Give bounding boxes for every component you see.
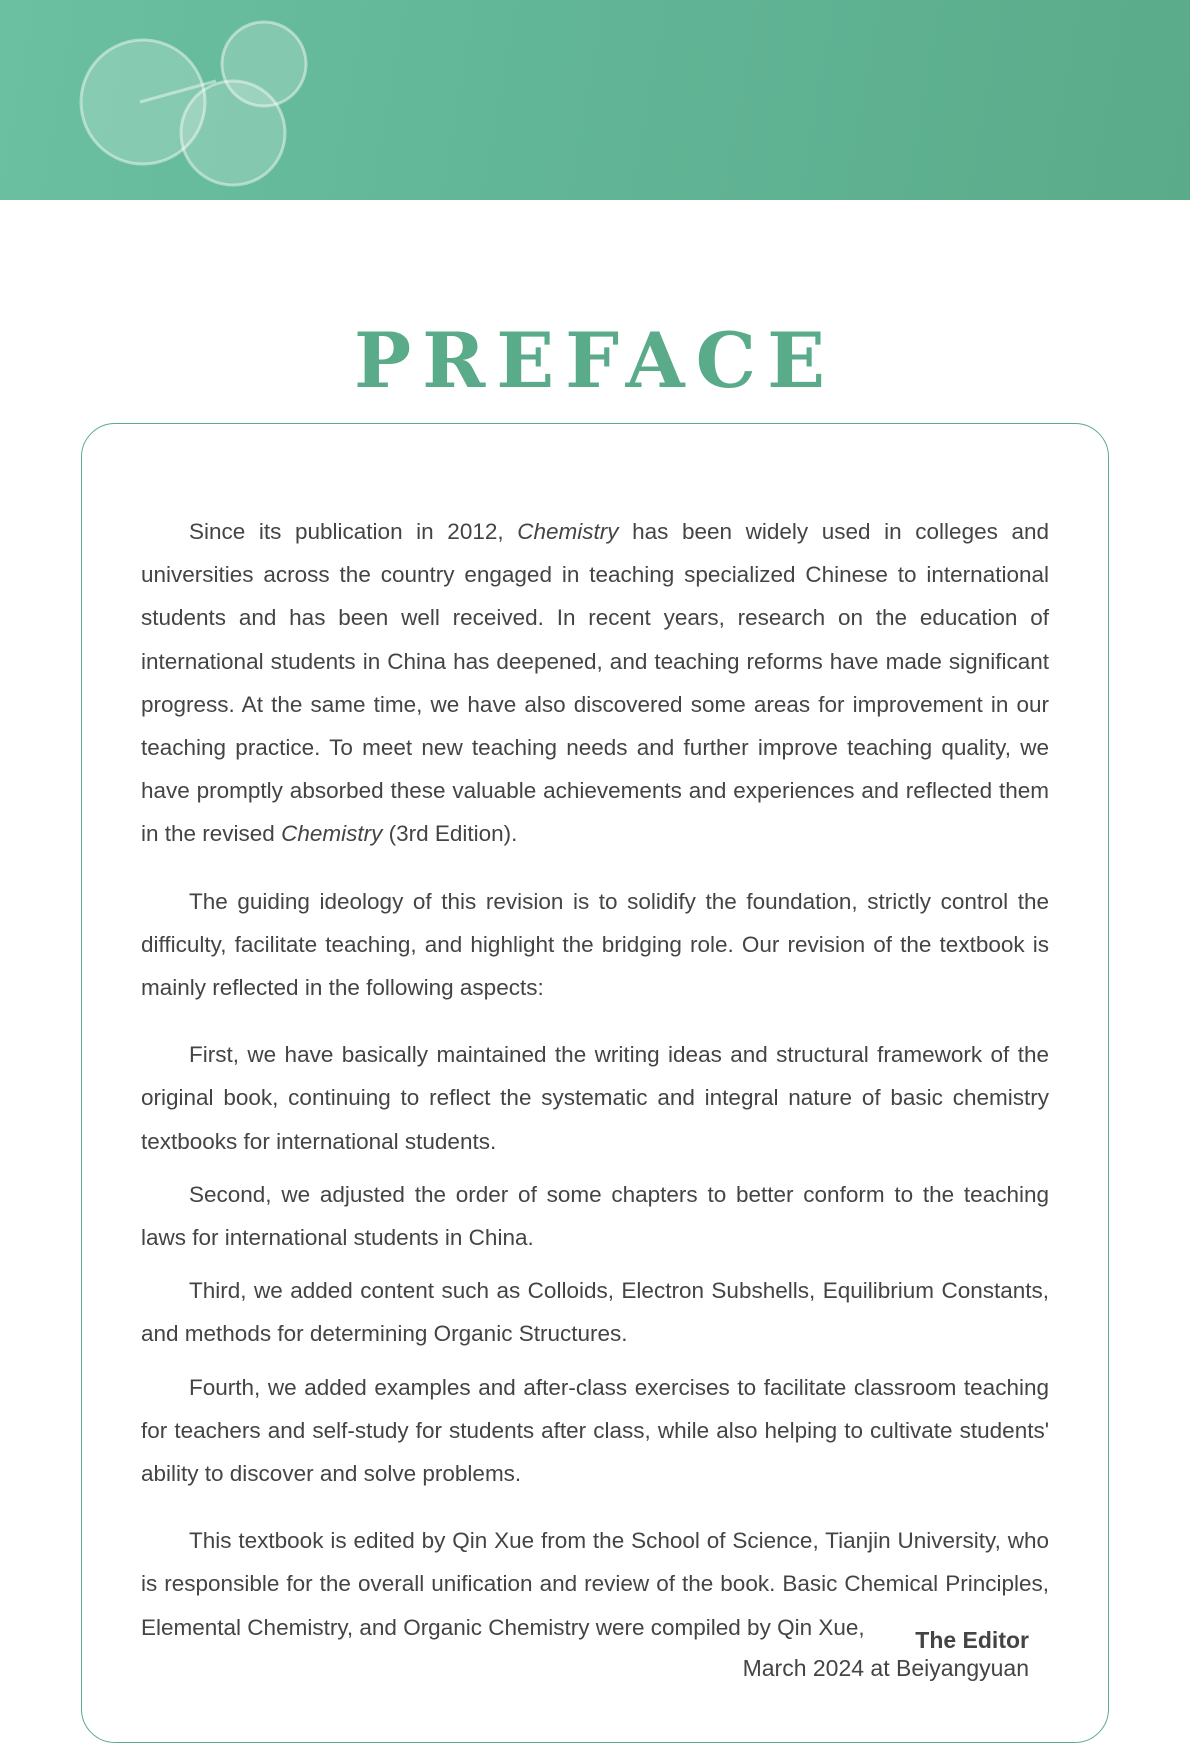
paragraph: Third, we added content such as Colloids, Electron Subshells, Equilibrium Constants, and methods for determining Organic Structures.: [141, 1278, 1049, 1347]
paragraph: Fourth, we added examples and after-class exercises to facilitate classroom teaching for teachers and self-study for students after class, while also helping to cultivate students' ability to discover and solve problems.: [141, 1374, 1049, 1487]
signature-name: The Editor: [915, 1627, 1029, 1653]
paragraph: The guiding ideology of this revision is to solidify the foundation, strictly control the difficulty, facilitate teaching, and highlight the bridging role. Our revision of the textbook is mainly reflected in the following aspects:: [141, 888, 1049, 1001]
page-title: PREFACE: [353, 315, 837, 405]
header-banner: [0, 0, 1190, 200]
paragraph: Second, we adjusted the order of some chapters to better conform to the teaching laws for international students in China.: [141, 1181, 1049, 1251]
paragraph: This textbook is edited by Qin Xue from the School of Science, Tianjin University, who is responsible for the overall unification and review of the book. Basic Chemical Principles, Elemental Chemistry, and Organic Chemistry were compiled by Qin Xue,: [141, 1528, 1049, 1640]
paragraph: Since its publication in 2012, Chemistry has been widely used in colleges and universities across the country engaged in teaching specialized Chinese to international students and has been well received. In recent years, research on the education of international students in China has deepened, and teaching reforms have made significant progress. At the same time, we have also discovered some areas for improvement in our teaching practice. To meet new teaching needs and further improve teaching quality, we have promptly absorbed these valuable achievements and experiences and reflected them in the revised Chemistry (3rd Edition).: [141, 519, 1049, 847]
signature-block: [743, 1626, 1029, 1682]
preface-body: [141, 510, 1049, 1649]
paragraph: First, we have basically maintained the writing ideas and structural framework of the original book, continuing to reflect the systematic and integral nature of basic chemistry textbooks for international students.: [141, 1042, 1049, 1154]
molecule-circles-icon: [0, 0, 400, 200]
signature-date: March 2024 at Beiyangyuan: [742, 1655, 1029, 1681]
